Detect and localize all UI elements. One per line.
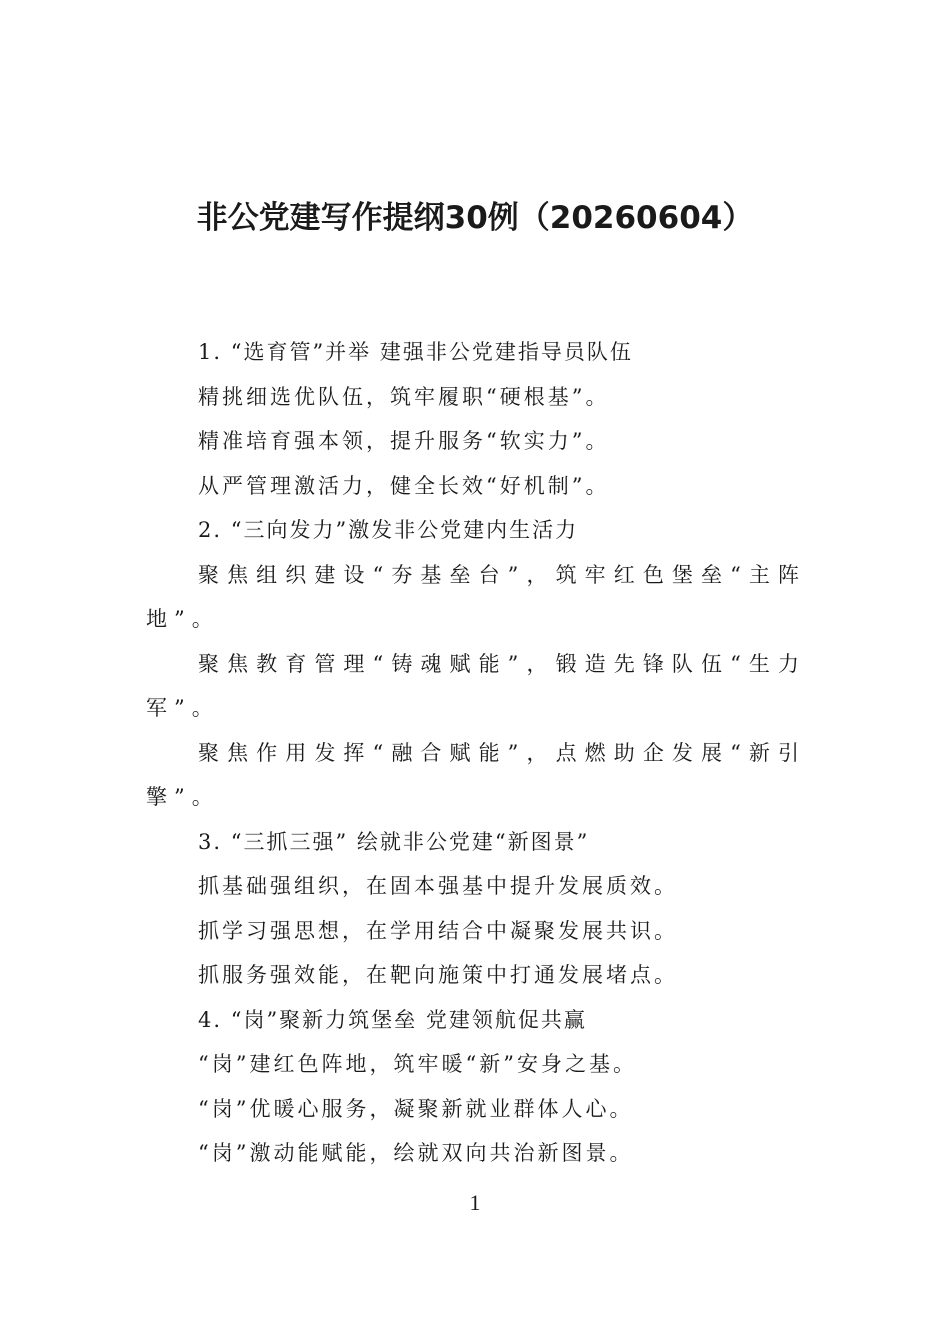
body-paragraph: “岗”激动能赋能，绘就双向共治新图景。 — [198, 1141, 634, 1165]
body-paragraph: 精挑细选优队伍，筑牢履职“硬根基”。 — [198, 384, 610, 409]
section-heading: 2. “三向发力”激发非公党建内生活力 — [198, 518, 579, 542]
body-paragraph: 聚焦教育管理“铸魂赋能”，锻造先锋队伍“生力军”。 — [146, 651, 806, 720]
body-paragraph: 抓基础强组织，在固本强基中提升发展质效。 — [198, 874, 678, 898]
document-title: 非公党建写作提纲30例（20260604） — [196, 200, 754, 236]
page-number: 1 — [469, 1190, 481, 1215]
body-paragraph: 精准培育强本领，提升服务“软实力”。 — [198, 429, 610, 453]
section-heading: 4. “岗”聚新力筑堡垒 党建领航促共赢 — [198, 1007, 587, 1032]
document-body — [146, 330, 806, 1176]
section-heading: 3. “三抓三强” 绘就非公党建“新图景” — [198, 829, 590, 854]
body-paragraph: 从严管理激活力，健全长效“好机制”。 — [198, 473, 610, 498]
body-paragraph: 聚焦作用发挥“融合赋能”，点燃助企发展“新引擎”。 — [146, 740, 806, 809]
body-paragraph: “岗”优暖心服务，凝聚新就业群体人心。 — [198, 1096, 634, 1121]
body-paragraph: 聚焦组织建设“夯基垒台”，筑牢红色堡垒“主阵地”。 — [146, 562, 806, 631]
section-heading: 1. “选育管”并举 建强非公党建指导员队伍 — [198, 340, 633, 364]
body-paragraph: 抓学习强思想，在学用结合中凝聚发展共识。 — [198, 918, 678, 943]
body-paragraph: 抓服务强效能，在靶向施策中打通发展堵点。 — [198, 963, 678, 987]
body-paragraph: “岗”建红色阵地，筑牢暖“新”安身之基。 — [198, 1052, 637, 1076]
